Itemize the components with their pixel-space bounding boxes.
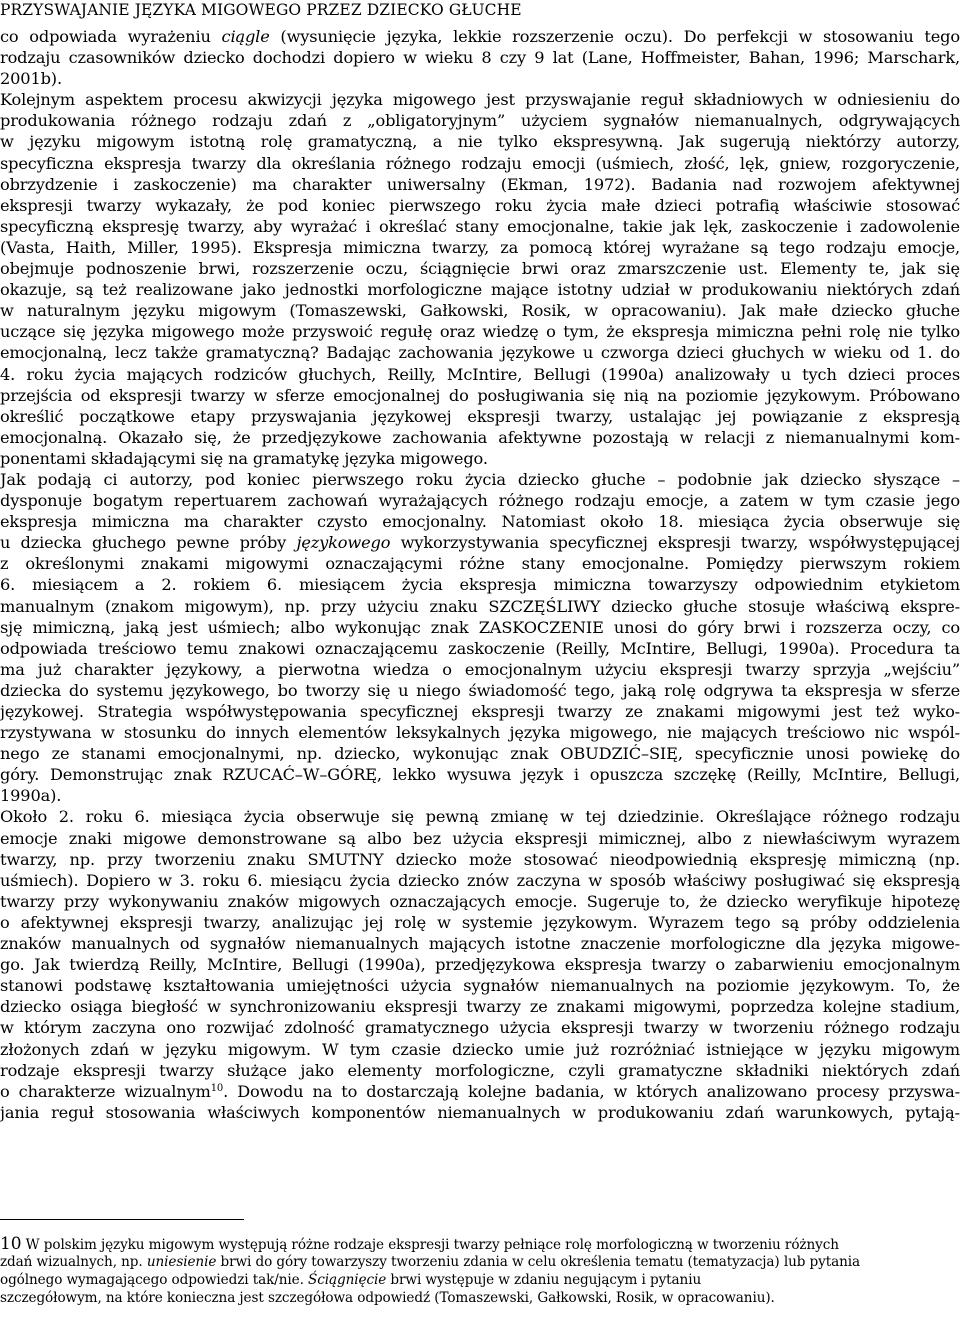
text-segment: . Dowodu na to dostarczają kolejne badania, w których analizowano procesy przyswa- xyxy=(223,1081,960,1101)
footnote-reference: 10 xyxy=(210,1082,224,1094)
text-segment: manualnym (znakom migowym), np. przy użyciu znaku SZCZĘŚLIWY dziecko głuche stosuje właściwą ekspre- xyxy=(0,596,960,616)
text-segment: ekspresji twarzy wykazały, że pod koniec pierwszego roku życia małe dzieci potrafią właściwie stosować xyxy=(0,195,960,215)
text-segment: brwi występuje w zdaniu negującym i pytaniu xyxy=(386,1271,702,1288)
text-segment: go. Jak twierdzą Reilly, McIntire, Bellugi (1990a), przedjęzykowa ekspresja twarzy o zabarwieniu emocjonalnym xyxy=(0,955,960,975)
text-line xyxy=(0,1039,960,1060)
text-segment: językowej. Strategia współwystępowania specyficznej ekspresji twarzy ze znakami migowymi jest też wyko- xyxy=(0,702,960,721)
text-segment: Około 2. roku 6. miesiąca życia obserwuje się pewną zmianę w tej dziedzinie. Określające różnego rodzaju xyxy=(0,807,960,827)
text-line xyxy=(0,785,960,806)
text-segment: produkowania różnego rodzaju zdań z „obligatoryjnym” użyciem sygnałów niemanualnych, odgrywających xyxy=(0,111,960,131)
text-line xyxy=(0,680,960,701)
text-segment: odpowiada treściowo temu znakowi oznaczającemu zaskoczenie (Reilly, McIntire, Bellugi, 1990a). Procedura ta xyxy=(0,638,960,658)
text-segment: co odpowiada wyrażeniu xyxy=(0,27,222,46)
text-line xyxy=(0,26,960,47)
text-segment: znaków manualnych od sygnałów niemanualnych mających istotne znaczenie morfologiczne dla języka migowe- xyxy=(0,934,960,954)
text-line xyxy=(0,849,960,870)
text-line xyxy=(0,385,960,406)
text-line xyxy=(0,891,960,912)
running-header: PRZYSWAJANIE JĘZYKA MIGOWEGO PRZEZ DZIECKO GŁUCHE xyxy=(0,1,522,19)
text-line xyxy=(0,195,960,216)
text-segment: 2001b). xyxy=(0,69,62,89)
text-line xyxy=(0,617,960,638)
text-line xyxy=(0,743,960,764)
text-line xyxy=(0,321,960,342)
text-segment: obrzydzenie i zaskoczenie) ma charakter uniwersalny (Ekman, 1972). Badania nad rozwojem afektywnej xyxy=(0,174,960,194)
text-line xyxy=(0,89,960,110)
text-line xyxy=(0,469,960,490)
text-line xyxy=(0,532,960,553)
text-line xyxy=(0,279,960,300)
text-segment: jania reguł stosowania właściwych komponentów niemanualnych w produkowaniu zdań warunkowych, pytają- xyxy=(0,1102,960,1122)
footnote-line xyxy=(0,1272,960,1290)
text-segment: w naturalnym języku migowym (Tomaszewski, Gałkowski, Rosik, w opracowaniu). Jak małe dziecko głuche xyxy=(0,301,960,321)
text-segment: (Vasta, Haith, Miller, 1995). Ekspresja mimiczna twarzy, za pomocą której wyrażane są tego rodzaju emocje, xyxy=(0,237,960,257)
text-segment: specyficzną ekspresję twarzy, aby wyrażać i określać stany emocjonalne, takie jak lęk, zaskoczenie i zadowolenie xyxy=(0,216,960,236)
footnote-line xyxy=(0,1254,960,1272)
italic-text: uniesienie xyxy=(146,1253,217,1270)
text-line xyxy=(0,427,960,448)
text-segment: w którym zaczyna ono rozwijać zdolność gramatycznego użycia ekspresji twarzy w tworzeniu różnego rodzaju xyxy=(0,1018,960,1038)
text-segment: 6. miesiącem a 2. rokiem 6. miesiącem życia ekspresja mimiczna towarzyszy odpowiednim etykietom xyxy=(0,575,960,595)
text-line xyxy=(0,1017,960,1038)
text-segment: ogólnego wymagającego odpowiedzi tak/nie. xyxy=(0,1271,309,1288)
text-segment: wykorzystywania specyficznej ekspresji twarzy, współwystępującej xyxy=(390,533,960,553)
italic-text: ciągle xyxy=(221,27,270,46)
text-line xyxy=(0,996,960,1017)
text-segment: zdań wizualnych, np. xyxy=(0,1253,147,1270)
text-line xyxy=(0,638,960,659)
text-line xyxy=(0,258,960,279)
text-segment: (wysunięcie języka, lekkie rozszerzenie oczu). Do perfekcji w stosowaniu tego xyxy=(269,27,960,46)
italic-text: Ściągnięcie xyxy=(308,1271,387,1288)
text-segment: okazuje, są też realizowane jako jednostki morfologiczne mające istotny udział w produkowaniu niektórych zdań xyxy=(0,280,960,300)
text-segment: u dziecka głuchego pewne próby xyxy=(0,533,297,553)
text-line xyxy=(0,364,960,385)
text-line xyxy=(0,68,960,89)
text-segment: dziecka do systemu językowego, bo tworzy się u niego świadomość tego, jaką rolę odgrywa ta ekspresja w sferze xyxy=(0,680,960,700)
text-line xyxy=(0,954,960,975)
footnote-separator xyxy=(0,1219,244,1220)
text-segment: brwi do góry towarzyszy tworzeniu zdania w celu określenia tematu (tematyzacja) lub pytania xyxy=(216,1253,861,1270)
text-segment: twarzy, np. przy tworzeniu znaku SMUTNY dziecko może stosować nieodpowiednią ekspresję mimiczną (np. xyxy=(0,849,960,869)
text-segment: o afektywnej ekspresji twarzy, analizując jej rolę w systemie językowym. Wyrazem tego są próby oddzielenia xyxy=(0,912,960,932)
text-line xyxy=(0,806,960,827)
text-segment: W polskim języku migowym występują różne rodzaje ekspresji twarzy pełniące rolę morfologiczną w tworzeniu różnych xyxy=(21,1237,839,1253)
text-line xyxy=(0,47,960,68)
text-line xyxy=(0,975,960,996)
text-line xyxy=(0,131,960,152)
text-segment: nego ze stanami emocjonalnymi, np. dziecko, wykonując znak OBUDZIĆ–SIĘ, specyficznie unosi powiekę do xyxy=(0,744,960,764)
text-segment: o charakterze wizualnym xyxy=(0,1081,211,1101)
text-segment: ponentami składającymi się na gramatykę języka migowego. xyxy=(0,448,488,468)
text-line xyxy=(0,764,960,785)
text-segment: obejmuje podnoszenie brwi, rozszerzenie oczu, ściągnięcie brwi oraz zmarszczenie ust. Elementy te, jak się xyxy=(0,259,960,279)
text-segment: ekspresja mimiczna ma charakter czysto emocjonalny. Natomiast około 18. miesiąca życia obserwuje się xyxy=(0,512,960,532)
text-segment: 4. roku życia mających rodziców głuchych, Reilly, McIntire, Bellugi (1990a) analizowały u tych dzieci proces xyxy=(0,364,960,384)
footnote-number: 10 xyxy=(0,1234,22,1254)
text-line xyxy=(0,1060,960,1081)
text-segment: 1990a). xyxy=(0,786,62,806)
text-line xyxy=(0,574,960,595)
text-line xyxy=(0,828,960,849)
text-segment: Jak podają ci autorzy, pod koniec pierwszego roku życia dziecko głuche – podobnie jak dziecko słyszące – xyxy=(0,469,960,489)
text-segment: uśmiech). Dopiero w 3. roku 6. miesiącu życia dziecko znów zaczyna w sposób właściwy posługiwać się ekspresją xyxy=(0,870,960,890)
text-segment: rodzaje ekspresji twarzy służące jako elementy morfologiczne, czyli gramatyczne składniki niektórych zdań xyxy=(0,1060,960,1080)
text-segment: emocje znaki migowe demonstrowane są albo bez użycia ekspresji mimicznej, albo z niewłaściwym wyrazem xyxy=(0,828,960,848)
text-segment: Kolejnym aspektem procesu akwizycji języka migowego jest przyswajanie reguł składniowych w odniesieniu do xyxy=(0,90,960,110)
text-segment: emocjonalną. Okazało się, że przedjęzykowe zachowania afektywne pozostają w relacji z niemanualnymi kom- xyxy=(0,427,960,447)
text-line xyxy=(0,701,960,722)
text-line xyxy=(0,448,960,469)
text-line xyxy=(0,300,960,321)
text-segment: specyficzna ekspresja twarzy dla określania różnego rodzaju emocji (uśmiech, złość, lęk, gniew, rozgoryczenie, xyxy=(0,153,960,173)
text-line xyxy=(0,933,960,954)
text-segment: złożonych zdań w języku migowym. W tym czasie dziecko umie już rozróżniać istniejące w języku migowym xyxy=(0,1039,960,1059)
text-segment: sję mimiczną, jaką jest uśmiech; albo wykonując znak ZASKOCZENIE unosi do góry brwi i rozszerza oczy, co xyxy=(0,617,960,637)
text-line xyxy=(0,1102,960,1123)
text-line xyxy=(0,870,960,891)
text-line xyxy=(0,110,960,131)
text-segment: rzystywana w stosunku do innych elementów leksykalnych języka migowego, nie mających treściowo nic wspól- xyxy=(0,723,960,743)
text-line xyxy=(0,596,960,617)
text-line xyxy=(0,1081,960,1102)
text-segment: w języku migowym istotną rolę gramatyczną, a nie tylko ekspresywną. Jak sugerują niektórzy autorzy, xyxy=(0,132,960,152)
text-line xyxy=(0,659,960,680)
text-segment: dziecko osiąga biegłość w synchronizowaniu ekspresji twarzy ze znakami migowymi, poprzedza kolejne stadium, xyxy=(0,997,960,1017)
text-line xyxy=(0,216,960,237)
text-segment: szczegółowym, na które konieczna jest szczegółowa odpowiedź (Tomaszewski, Gałkowski, Rosik, w opracowaniu). xyxy=(0,1289,775,1306)
footnote-line xyxy=(0,1236,960,1254)
text-segment: stanowi podstawę kształtowania umiejętności użycia sygnałów niemanualnych na poziomie językowym. To, że xyxy=(0,976,960,996)
body-text xyxy=(0,26,960,1123)
text-segment: określić początkowe etapy przyswajania językowej ekspresji twarzy, ustalając jej powiązanie z ekspresją xyxy=(0,406,960,426)
footnote xyxy=(0,1236,960,1308)
text-line xyxy=(0,490,960,511)
text-line xyxy=(0,174,960,195)
text-segment: uczące się języka migowego może przyswoić regułę oraz wiedzę o tym, że ekspresja mimiczna pełni rolę nie tylko xyxy=(0,322,960,342)
text-segment: góry. Demonstrując znak RZUCAĆ–W–GÓRĘ, lekko wysuwa język i opuszcza szczękę (Reilly, McIntire, Bellugi, xyxy=(0,765,960,785)
text-line xyxy=(0,237,960,258)
text-line xyxy=(0,912,960,933)
text-segment: dysponuje bogatym repertuarem zachowań wyrażających różnego rodzaju emocje, a zatem w tym czasie jego xyxy=(0,491,960,511)
italic-text: językowego xyxy=(296,533,391,553)
text-segment: z określonymi znakami migowymi oznaczającymi różne stany emocjonalne. Pomiędzy pierwszym rokiem xyxy=(0,554,960,574)
text-segment: twarzy przy wykonywaniu znaków migowych oznaczających emocje. Sugeruje to, że dziecko weryfikuje hipotezę xyxy=(0,891,960,911)
text-line xyxy=(0,342,960,363)
footnote-line xyxy=(0,1290,960,1308)
text-line xyxy=(0,511,960,532)
text-segment: emocjonalną, lecz także gramatyczną? Badając zachowania językowe u czworga dzieci głuchych w wieku od 1. do xyxy=(0,343,960,363)
text-segment: ma już charakter językowy, a pierwotna wiedza o emocjonalnym użyciu ekspresji twarzy sprzyja „wejściu” xyxy=(0,659,960,679)
text-segment: przejścia od ekspresji twarzy w sferze emocjonalnej do posługiwania się nią na poziomie językowym. Próbowano xyxy=(0,385,960,405)
text-line xyxy=(0,153,960,174)
text-line xyxy=(0,553,960,574)
text-line xyxy=(0,406,960,427)
text-segment: rodzaju czasowników dziecko dochodzi dopiero w wieku 8 czy 9 lat (Lane, Hoffmeister, Bahan, 1996; Marschark, xyxy=(0,48,960,68)
text-line xyxy=(0,722,960,743)
